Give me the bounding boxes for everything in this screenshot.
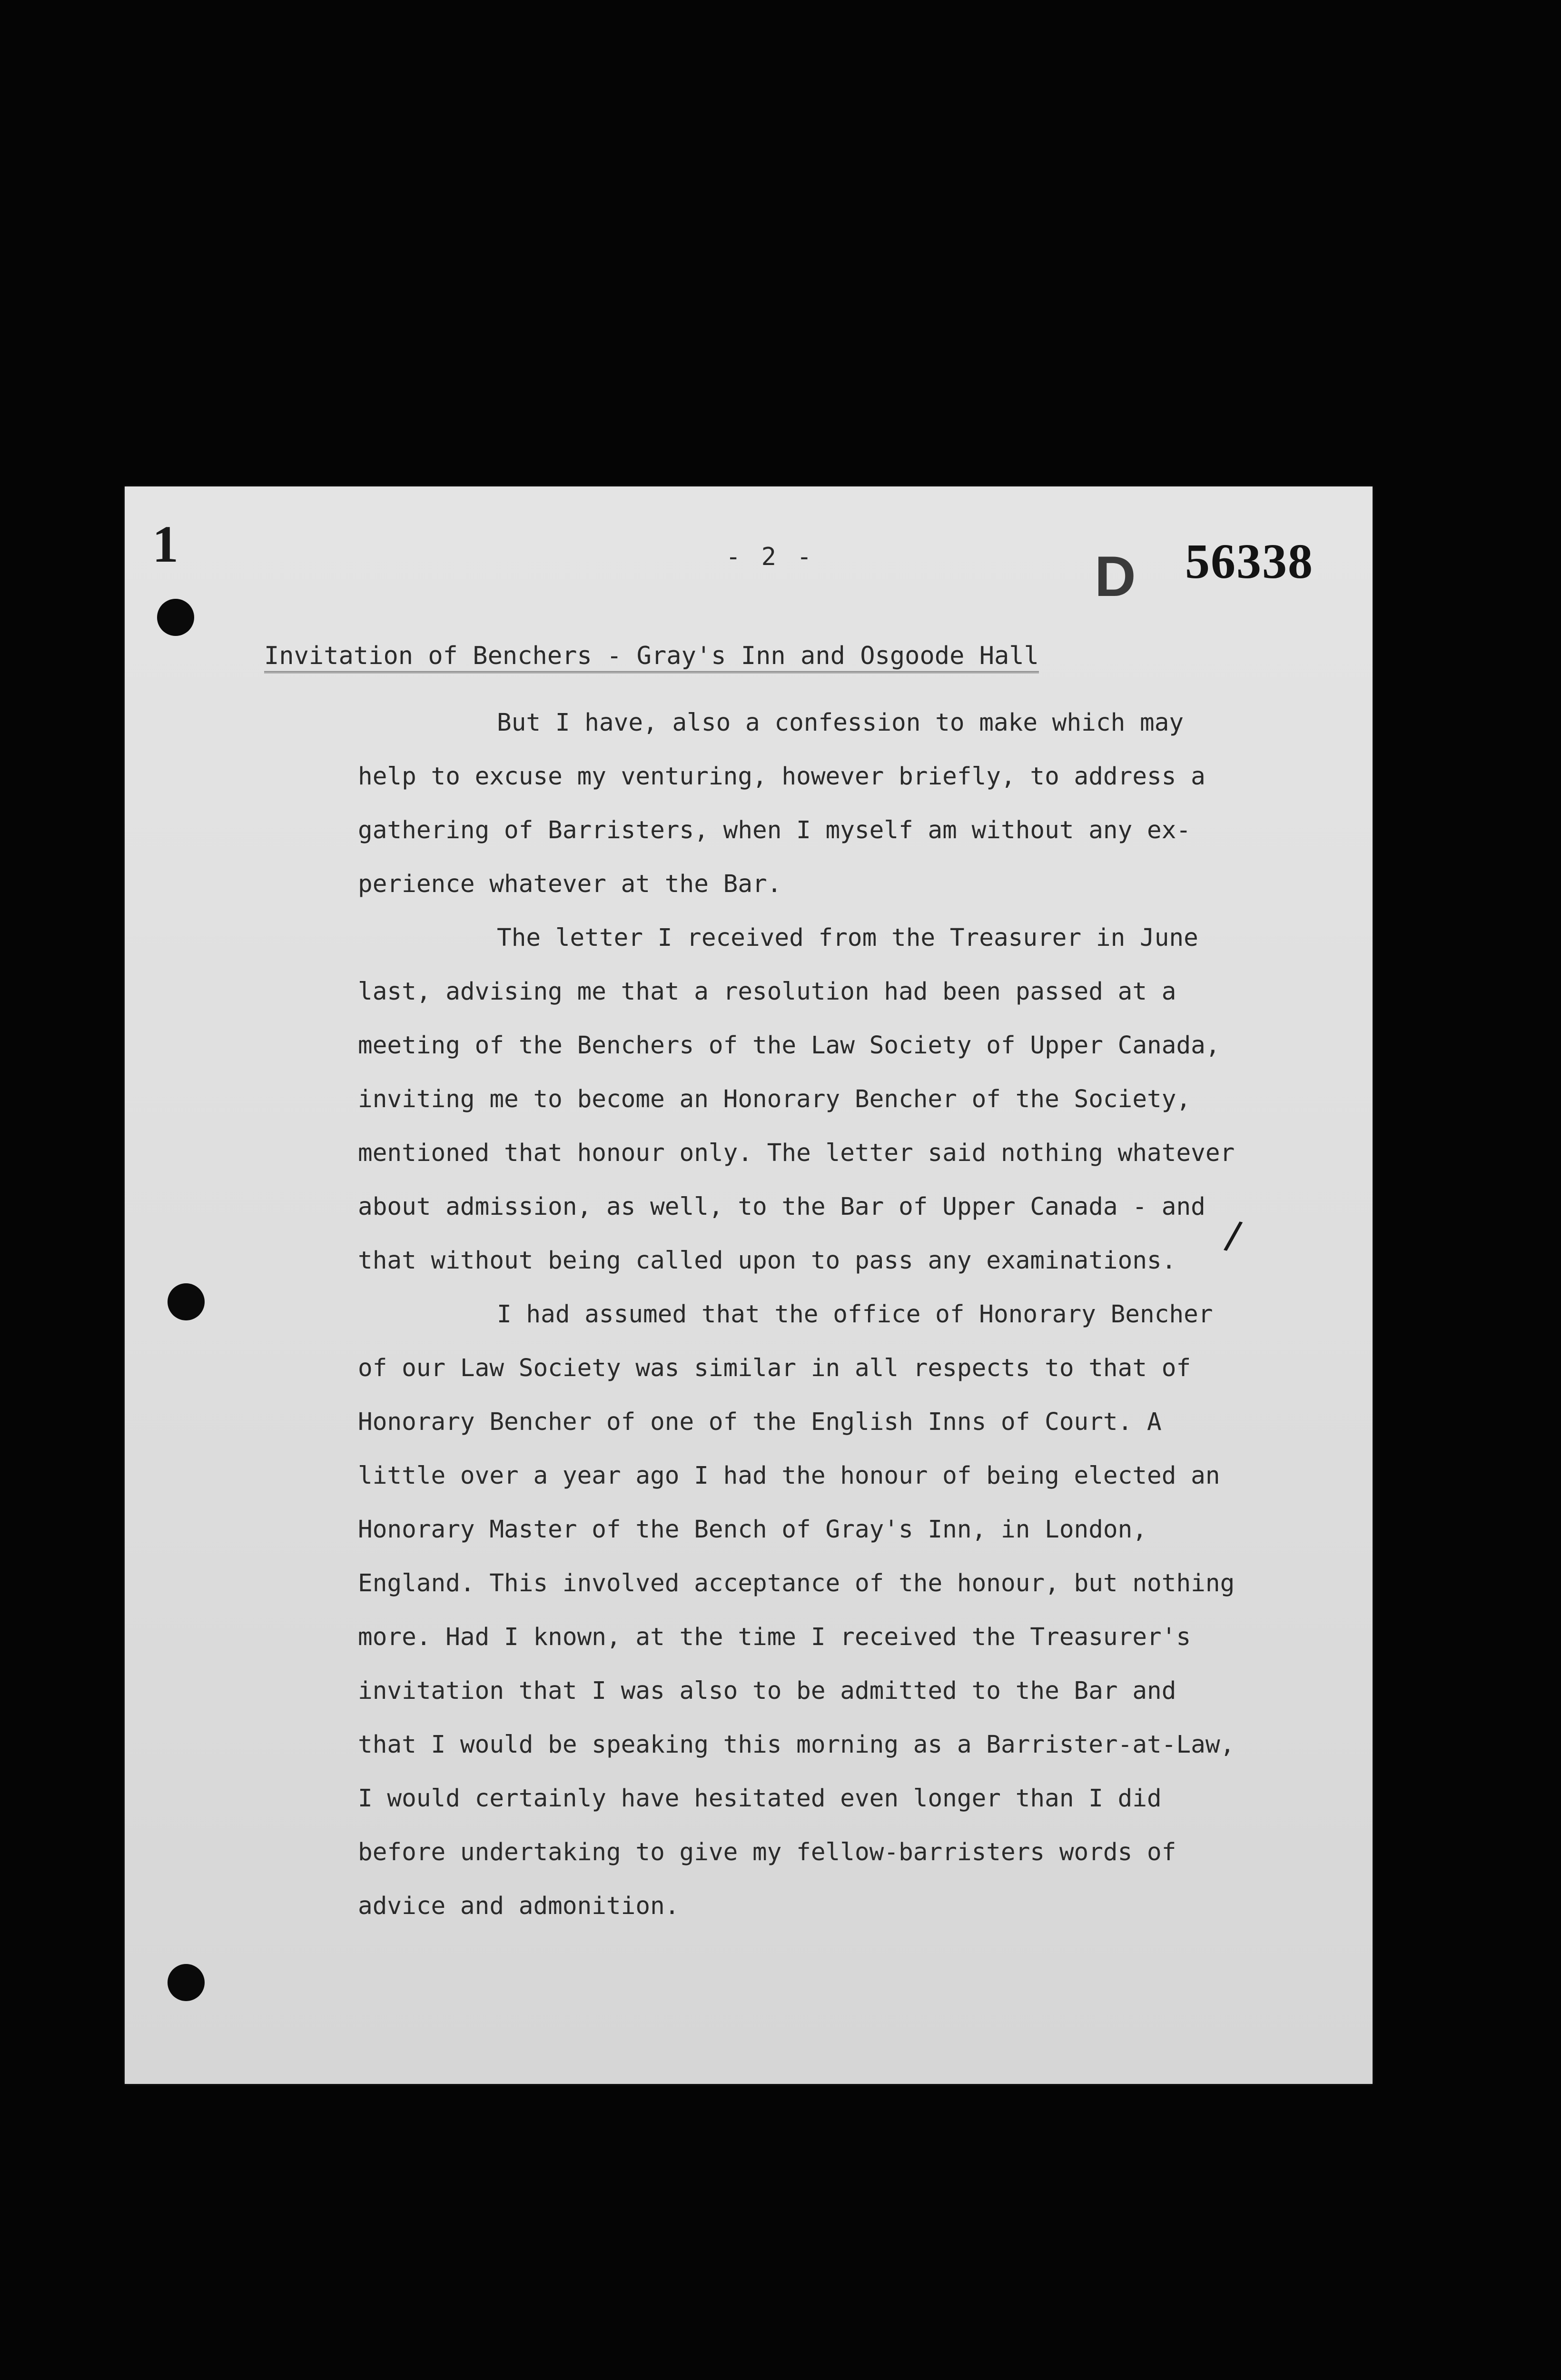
- text-line: of our Law Society was similar in all respects to that of: [358, 1354, 1191, 1382]
- page-number: - 2 -: [726, 543, 815, 571]
- text-line: mentioned that honour only. The letter said nothing whatever: [358, 1139, 1235, 1167]
- text-line: inviting me to become an Honorary Bencher of the Society,: [358, 1085, 1191, 1113]
- handwritten-tick-mark: /: [1221, 1212, 1245, 1262]
- text-line: little over a year ago I had the honour of being elected an: [358, 1462, 1220, 1490]
- text-line: meeting of the Benchers of the Law Society of Upper Canada,: [358, 1031, 1220, 1060]
- margin-mark: 1: [152, 515, 178, 573]
- page-heading: Invitation of Benchers - Gray's Inn and Osgoode Hall: [264, 642, 1039, 673]
- text-line: more. Had I known, at the time I received the Treasurer's: [358, 1623, 1191, 1651]
- punch-hole-top: [157, 599, 194, 636]
- punch-hole-bottom: [168, 1964, 205, 2001]
- text-line: I would certainly have hesitated even longer than I did: [358, 1785, 1162, 1813]
- text-line: last, advising me that a resolution had been passed at a: [358, 978, 1176, 1006]
- body-text: [358, 696, 1329, 1933]
- text-line: advice and admonition.: [358, 1892, 680, 1920]
- archive-stamp-letter: D: [1095, 545, 1136, 608]
- text-line: I had assumed that the office of Honorary Bencher: [497, 1300, 1213, 1329]
- text-line: gathering of Barristers, when I myself am without any ex-: [358, 816, 1191, 844]
- text-line: But I have, also a confession to make which may: [497, 709, 1184, 737]
- document-number: 56338: [1185, 534, 1314, 589]
- text-line: invitation that I was also to be admitted to the Bar and: [358, 1677, 1176, 1705]
- text-line: help to excuse my venturing, however briefly, to address a: [358, 763, 1205, 791]
- text-line: about admission, as well, to the Bar of Upper Canada - and: [358, 1193, 1205, 1221]
- text-line: perience whatever at the Bar.: [358, 870, 782, 898]
- text-line: Honorary Bencher of one of the English Inns of Court. A: [358, 1408, 1162, 1436]
- text-line: that without being called upon to pass any examinations.: [358, 1247, 1176, 1275]
- text-line: The letter I received from the Treasurer in June: [497, 924, 1198, 952]
- text-line: England. This involved acceptance of the honour, but nothing: [358, 1569, 1235, 1597]
- punch-hole-middle: [168, 1283, 205, 1320]
- text-line: before undertaking to give my fellow-barristers words of: [358, 1838, 1176, 1866]
- text-line: Honorary Master of the Bench of Gray's Inn, in London,: [358, 1516, 1147, 1544]
- text-line: that I would be speaking this morning as a Barrister-at-Law,: [358, 1731, 1235, 1759]
